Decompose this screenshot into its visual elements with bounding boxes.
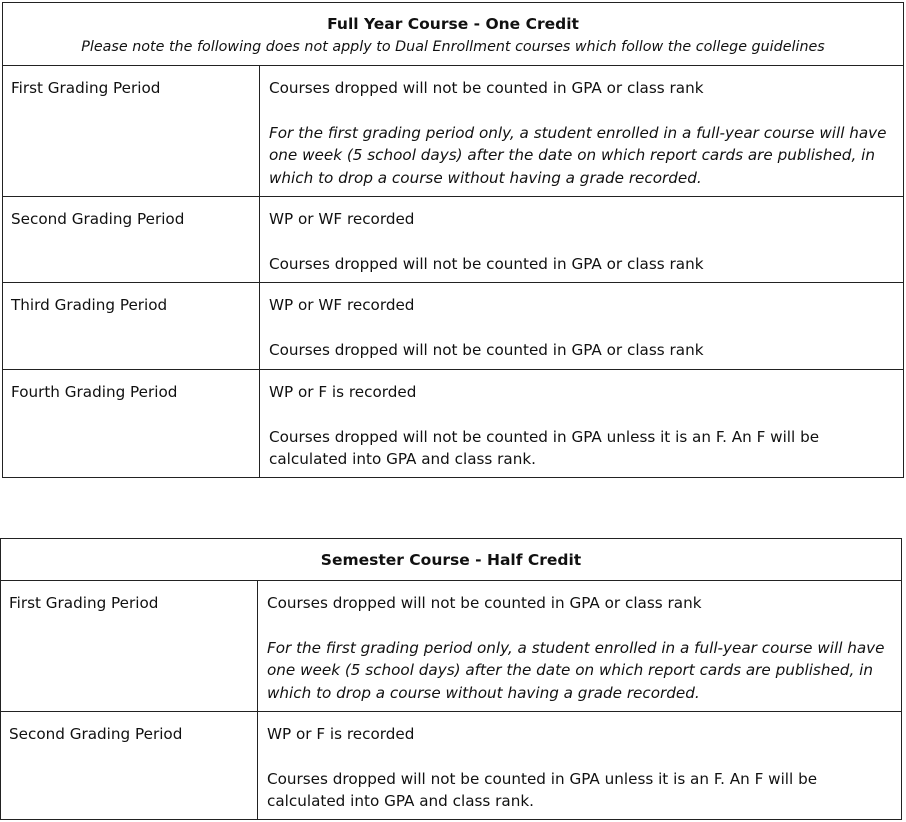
rule-line: WP or WF recorded bbox=[269, 296, 415, 314]
period-rule bbox=[260, 66, 904, 197]
period-label: First Grading Period bbox=[3, 66, 260, 197]
table-header bbox=[1, 539, 902, 581]
table-row bbox=[3, 370, 904, 478]
table-row bbox=[3, 283, 904, 370]
rule-line: Courses dropped will not be counted in GPA unless it is an F. An F will be calculated into GPA and class rank. bbox=[267, 769, 818, 810]
period-label: Second Grading Period bbox=[1, 712, 258, 820]
period-rule bbox=[260, 283, 904, 370]
rule-line: Courses dropped will not be counted in GPA or class rank bbox=[269, 254, 704, 273]
period-label: First Grading Period bbox=[1, 581, 258, 712]
table-row bbox=[3, 66, 904, 197]
rule-line: Courses dropped will not be counted in GPA or class rank bbox=[267, 594, 702, 612]
table-row bbox=[3, 197, 904, 283]
period-rule bbox=[260, 370, 904, 478]
table-header bbox=[3, 3, 904, 66]
table-header-row bbox=[1, 539, 902, 581]
table-row bbox=[1, 712, 902, 820]
period-label: Fourth Grading Period bbox=[3, 370, 260, 478]
period-label: Third Grading Period bbox=[3, 283, 260, 370]
period-label: Second Grading Period bbox=[3, 197, 260, 283]
rule-line: Courses dropped will not be counted in GPA or class rank bbox=[269, 340, 704, 359]
table-note: Please note the following does not apply to Dual Enrollment courses which follow the college guidelines bbox=[81, 39, 825, 55]
period-rule bbox=[260, 197, 904, 283]
rule-line: Courses dropped will not be counted in GPA or class rank bbox=[269, 79, 704, 97]
rule-line: WP or F is recorded bbox=[269, 383, 417, 401]
table-header-row bbox=[3, 3, 904, 66]
full-year-course-table bbox=[2, 2, 904, 478]
rule-note: For the first grading period only, a student enrolled in a full-year course will have one week (5 school days) after the date on which report cards are published, in which to drop a course without having a grade recorded. bbox=[267, 638, 885, 702]
table-row bbox=[1, 581, 902, 712]
rule-note: For the first grading period only, a student enrolled in a full-year course will have one week (5 school days) after the date on which report cards are published, in which to drop a course without having a grade recorded. bbox=[269, 123, 887, 187]
period-rule bbox=[258, 712, 902, 820]
semester-course-table bbox=[0, 538, 902, 820]
rule-line: Courses dropped will not be counted in GPA unless it is an F. An F will be calculated into GPA and class rank. bbox=[269, 427, 820, 468]
rule-line: WP or F is recorded bbox=[267, 725, 415, 743]
table-title: Full Year Course - One Credit bbox=[327, 15, 579, 33]
period-rule bbox=[258, 581, 902, 712]
table-title: Semester Course - Half Credit bbox=[320, 551, 582, 569]
rule-line: WP or WF recorded bbox=[269, 210, 415, 228]
